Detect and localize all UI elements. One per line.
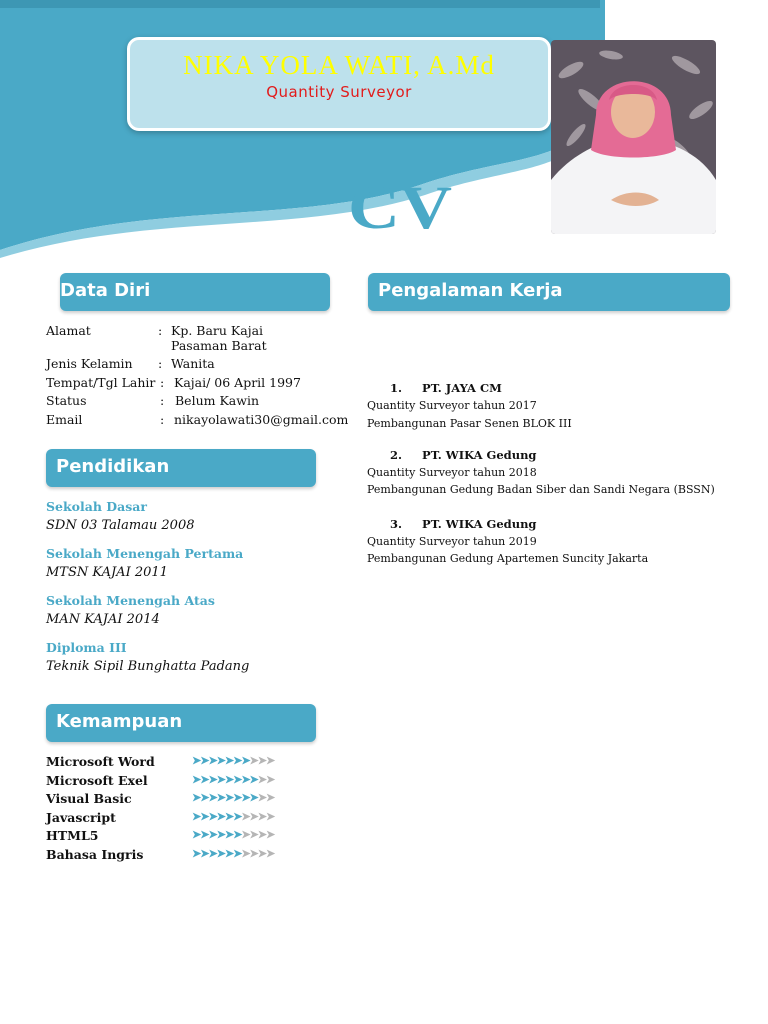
skill-name: Javascript [46,809,116,825]
arrow-empty-icon: ➤ [257,791,266,804]
arrow-filled-icon: ➤ [216,809,225,823]
edu-school: Teknik Sipil Bunghatta Padang [46,659,250,674]
arrow-filled-icon: ➤ [241,754,250,767]
edu-level: Sekolah Menengah Atas [46,593,215,608]
email-value: nikayolawati30@gmail.com [174,412,349,427]
skill-level-arrows [192,754,274,767]
arrow-filled-icon: ➤ [233,809,242,823]
arrow-filled-icon: ➤ [233,791,242,804]
job-company: PT. WIKA Gedung [422,517,537,531]
arrow-empty-icon: ➤ [241,809,250,823]
arrow-filled-icon: ➤ [200,828,209,841]
kemampuan-title: Kemampuan [56,711,183,732]
arrow-filled-icon: ➤ [208,754,217,767]
arrow-empty-icon: ➤ [265,809,275,823]
arrow-empty-icon: ➤ [241,828,250,841]
job-title [390,448,536,462]
arrow-empty-icon: ➤ [249,846,258,860]
job-project: Pembangunan Gedung Apartemen Suncity Jakarta [367,552,649,565]
arrow-empty-icon: ➤ [249,754,258,767]
skill-level-arrows [192,773,274,786]
arrow-empty-icon: ➤ [257,846,266,860]
arrow-filled-icon: ➤ [216,828,225,841]
arrow-empty-icon: ➤ [265,846,275,860]
skill-name: HTML5 [46,828,99,843]
arrow-filled-icon: ➤ [192,828,201,841]
pendidikan-title: Pendidikan [56,456,170,477]
arrow-filled-icon: ➤ [233,846,242,860]
job-project: Pembangunan Pasar Senen BLOK III [367,417,572,430]
arrow-empty-icon: ➤ [265,754,275,767]
skill-name: Microsoft Exel [46,772,148,788]
skill-row [46,847,346,863]
info-colon: : [158,323,163,338]
arrow-empty-icon: ➤ [249,828,258,841]
edu-level: Sekolah Dasar [46,499,147,514]
job-company: PT. JAYA CM [422,381,502,395]
info-colon: : [160,393,165,408]
arrow-filled-icon: ➤ [224,772,234,786]
skill-name: Bahasa Ingris [46,846,144,862]
info-key: Status [46,393,87,408]
pengalaman-header [368,273,730,311]
edu-school: MTSN KAJAI 2011 [46,565,168,580]
skill-name: Visual Basic [46,791,132,806]
arrow-filled-icon: ➤ [216,754,225,767]
skill-row [46,828,346,844]
name-banner [127,37,551,131]
arrow-filled-icon: ➤ [216,772,225,786]
arrow-filled-icon: ➤ [216,846,225,860]
arrow-filled-icon: ➤ [192,772,201,786]
arrow-filled-icon: ➤ [233,828,242,841]
skill-level-arrows [192,791,274,804]
info-value: Kajai/ 06 April 1997 [174,375,301,390]
arrow-filled-icon: ➤ [200,846,209,860]
info-key: Alamat [46,323,91,338]
skill-level-arrows [192,828,274,841]
arrow-filled-icon: ➤ [208,791,217,804]
pendidikan-header [46,449,316,487]
arrow-filled-icon: ➤ [224,828,234,841]
arrow-empty-icon: ➤ [265,772,275,786]
arrow-filled-icon: ➤ [208,828,217,841]
data-diri-title: Data Diri [60,280,151,301]
arrow-filled-icon: ➤ [233,754,242,767]
job-position: Quantity Surveyor tahun 2018 [367,466,537,479]
info-value: Kp. Baru Kajai Pasaman Barat [171,323,267,353]
arrow-empty-icon: ➤ [257,772,266,786]
arrow-empty-icon: ➤ [265,828,275,841]
pengalaman-title: Pengalaman Kerja [378,280,563,301]
cv-text: CV [348,185,452,242]
arrow-empty-icon: ➤ [265,791,275,804]
arrow-filled-icon: ➤ [216,791,225,804]
skill-row [46,791,346,807]
arrow-empty-icon: ➤ [249,809,258,823]
person-name: NIKA YOLA WATI, A.Md [183,50,495,80]
job-position: Quantity Surveyor tahun 2017 [367,399,537,412]
edu-level: Sekolah Menengah Pertama [46,546,244,561]
arrow-empty-icon: ➤ [257,754,266,767]
arrow-filled-icon: ➤ [208,846,217,860]
info-colon: : [160,412,165,427]
arrow-empty-icon: ➤ [257,809,266,823]
arrow-filled-icon: ➤ [249,772,258,786]
arrow-filled-icon: ➤ [224,754,234,767]
arrow-filled-icon: ➤ [241,791,250,804]
edu-level: Diploma III [46,640,127,655]
skill-row [46,773,346,789]
job-title [390,381,502,395]
skill-level-arrows [192,810,274,823]
skill-row [46,810,346,826]
arrow-filled-icon: ➤ [200,754,209,767]
arrow-filled-icon: ➤ [192,809,201,823]
cv-logo-mark [270,185,530,260]
skill-name: Microsoft Word [46,754,155,769]
arrow-filled-icon: ➤ [192,754,201,767]
arrow-filled-icon: ➤ [249,791,258,804]
job-number: 2. [390,448,403,462]
kemampuan-header [46,704,316,742]
info-colon: : [160,375,165,390]
arrow-filled-icon: ➤ [200,809,209,823]
job-project: Pembangunan Gedung Badan Siber dan Sandi Negara (BSSN) [367,483,715,496]
profile-photo [551,40,716,234]
arrow-filled-icon: ➤ [224,791,234,804]
arrow-filled-icon: ➤ [192,846,201,860]
arrow-filled-icon: ➤ [241,772,250,786]
info-colon: : [158,356,163,371]
arrow-filled-icon: ➤ [224,846,234,860]
person-role: Quantity Surveyor [266,83,412,101]
info-key: Tempat/Tgl Lahir [46,375,156,390]
arrow-filled-icon: ➤ [192,791,201,804]
edu-school: MAN KAJAI 2014 [46,612,160,627]
data-diri-header [60,273,330,311]
info-key: Email [46,412,83,427]
skill-row [46,754,346,770]
edu-school: SDN 03 Talamau 2008 [46,518,195,533]
job-position: Quantity Surveyor tahun 2019 [367,535,537,548]
info-key: Jenis Kelamin [46,356,133,371]
job-title [390,517,536,531]
arrow-filled-icon: ➤ [200,772,209,786]
info-value: Wanita [171,356,215,371]
job-company: PT. WIKA Gedung [422,448,537,462]
job-number: 1. [390,381,403,395]
arrow-filled-icon: ➤ [208,772,217,786]
skill-level-arrows [192,847,274,860]
job-number: 3. [390,517,403,531]
arrow-filled-icon: ➤ [200,791,209,804]
arrow-empty-icon: ➤ [241,846,250,860]
arrow-empty-icon: ➤ [257,828,266,841]
arrow-filled-icon: ➤ [224,809,234,823]
arrow-filled-icon: ➤ [208,809,217,823]
info-value: Belum Kawin [175,393,259,408]
arrow-filled-icon: ➤ [233,772,242,786]
